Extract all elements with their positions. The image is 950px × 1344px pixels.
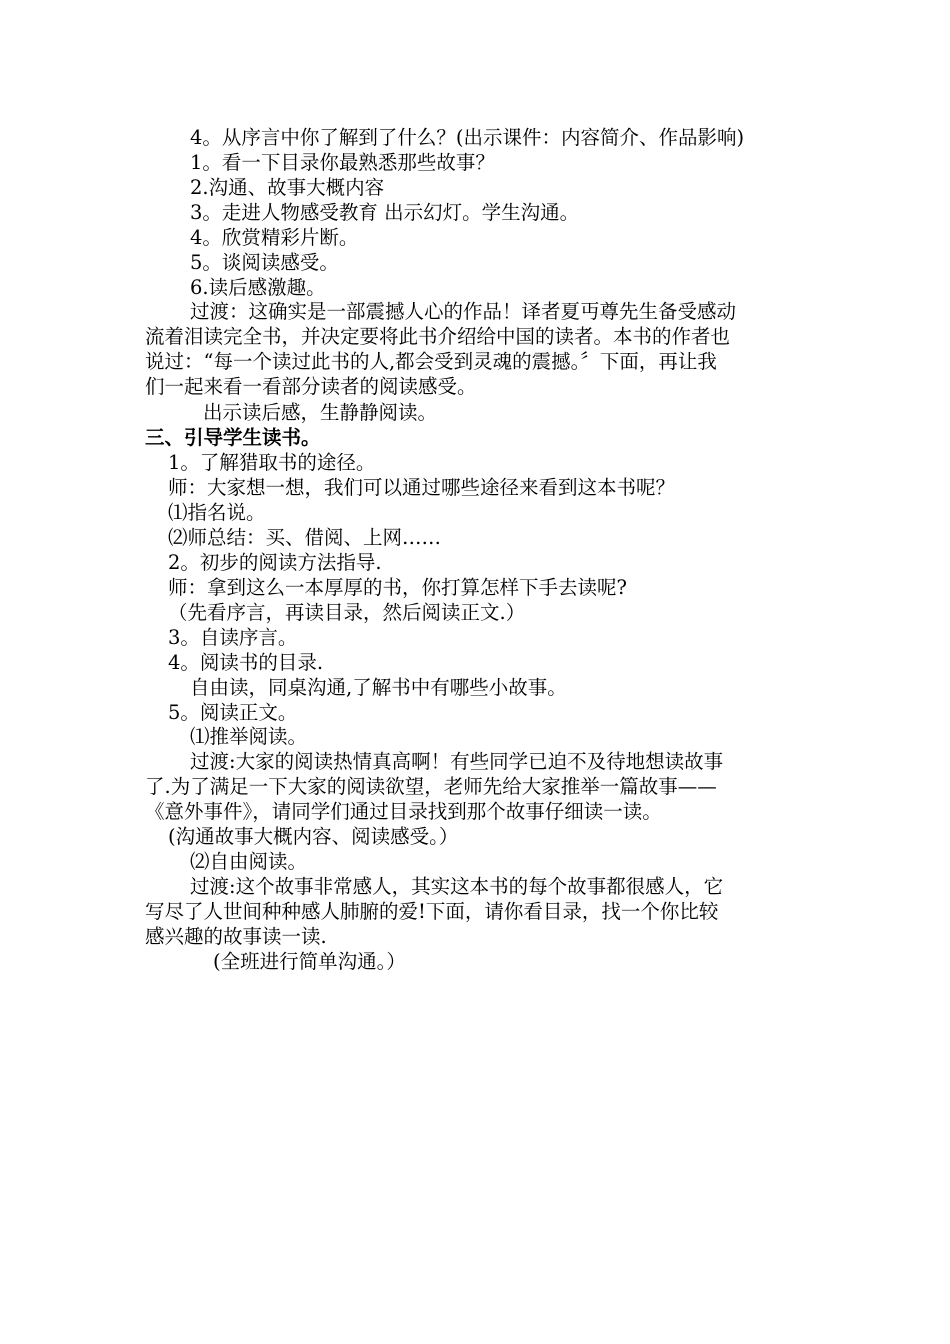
text-line: （先看序言，再读目录，然后阅读正文.） (168, 601, 526, 624)
text-line: 师：大家想一想，我们可以通过哪些途径来看到这本书呢？ (168, 476, 676, 499)
text-line: 4。欣赏精彩片断。 (190, 226, 359, 249)
text-line: 5。阅读正文。 (168, 701, 298, 724)
text-line: 4。从序言中你了解到了什么？(出示课件：内容简介、作品影响) (190, 126, 745, 149)
text-line: 2。初步的阅读方法指导. (168, 551, 382, 574)
text-line: 自由读，同桌沟通,了解书中有哪些小故事。 (190, 676, 567, 699)
text-line: 3。走进人物感受教育 出示幻灯。学生沟通。 (190, 201, 580, 224)
text-line: 1。了解猎取书的途径。 (168, 451, 376, 474)
text-line: 师：拿到这么一本厚厚的书，你打算怎样下手去读呢? (168, 576, 627, 599)
text-line: ⑴推举阅读。 (190, 725, 308, 748)
text-line: 5。谈阅读感受。 (190, 251, 339, 274)
text-line: (全班进行简单沟通。） (213, 950, 406, 973)
text-line: 说过：“每一个读过此书的人,都会受到灵魂的震撼。〞下面，再让我 (145, 350, 717, 373)
text-line: ⑵自由阅读。 (190, 850, 308, 873)
text-line: 流着泪读完全书，并决定要将此书介绍给中国的读者。本书的作者也 (145, 325, 731, 348)
text-line: (沟通故事大概内容、阅读感受。） (168, 825, 459, 848)
text-line: 感兴趣的故事读一读. (145, 925, 327, 948)
text-line: 过渡:这个故事非常感人，其实这本书的每个故事都很感人，它 (190, 875, 724, 898)
text-line: 6.读后感激趣。 (190, 276, 326, 299)
text-line: 1。看一下目录你最熟悉那些故事？ (190, 151, 495, 174)
text-line: 2.沟通、故事大概内容 (190, 176, 385, 199)
text-line: 3。自读序言。 (168, 626, 298, 649)
text-line: 出示读后感，生静静阅读。 (203, 401, 438, 424)
text-line: ⑴指名说。 (168, 501, 266, 524)
text-line: 4。阅读书的目录. (168, 651, 324, 674)
section-heading: 三、引导学生读书。 (145, 426, 321, 449)
text-line: 写尽了人世间种种感人肺腑的爱!下面，请你看目录，找一个你比较 (145, 900, 719, 923)
text-line: 过渡：这确实是一部震撼人心的作品！译者夏丏尊先生备受感动 (190, 300, 737, 323)
text-line: 了.为了满足一下大家的阅读欲望，老师先给大家推举一篇故事—— (145, 775, 717, 798)
text-line: 们一起来看一看部分读者的阅读感受。 (145, 375, 477, 398)
text-line: 过渡:大家的阅读热情真高啊！有些同学已迫不及待地想读故事 (190, 750, 724, 773)
text-line: 《意外事件》，请同学们通过目录找到那个故事仔细读一读。 (145, 800, 662, 823)
text-line: ⑵师总结：买、借阅、上网…… (168, 526, 442, 549)
